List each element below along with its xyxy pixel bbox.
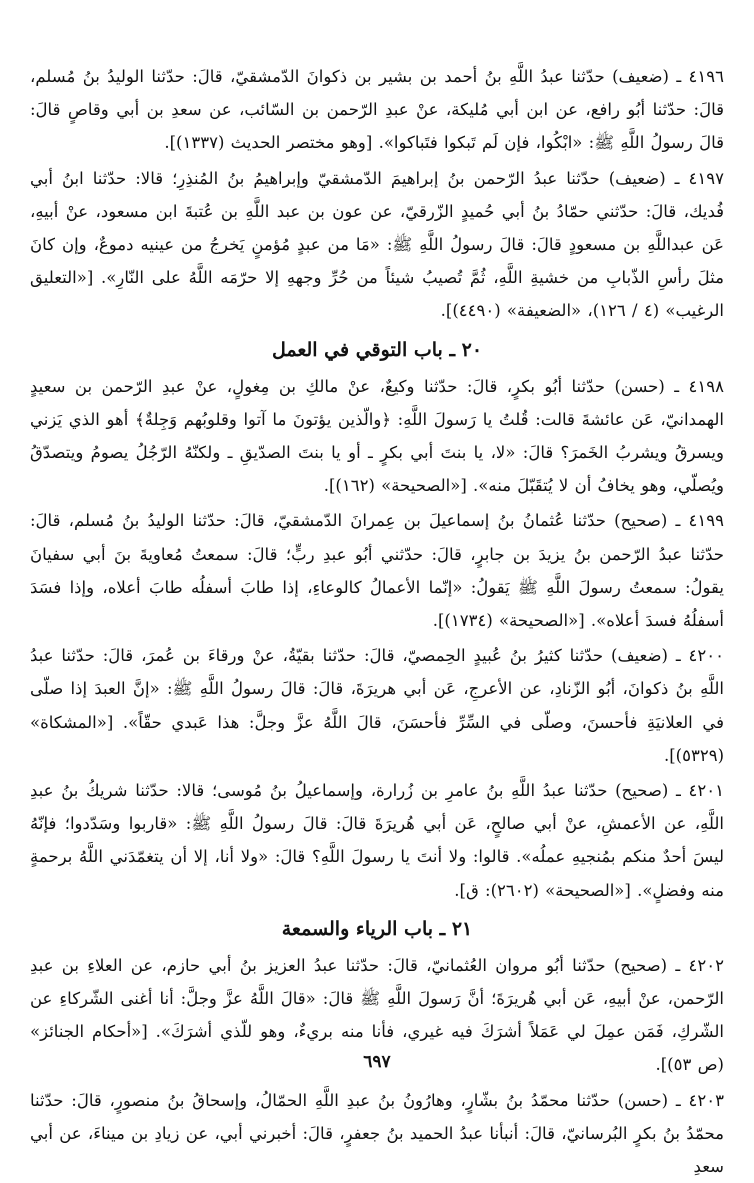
page-number: ٦٩٧ — [363, 1052, 391, 1072]
chapter-heading-20: ٢٠ ـ باب التوقي في العمل — [271, 338, 483, 361]
chapter-heading-21: ٢١ ـ باب الرياء والسمعة — [281, 917, 473, 940]
hadith-4197: ٤١٩٧ ـ (ضعيف) حدّثنا عبدُ الرّحمن بنُ إبراهيمَ الدّمشقيّ وإبراهيمُ بنُ المُنذِرِ؛ قالا: حدّثنا ابنُ أبي فُديك، قالَ: حدّثني حمّادُ بنُ أبي حُميدٍ الزّرقيّ، عن عون بن عبد اللَّهِ بن عُتبةَ ابن مسعود، عنْ أبيهِ، عَن عبداللَّهِ بن مسعودٍ قالَ: قالَ رسولُ اللَّهِ ﷺ: «مَا من عبدٍ مُؤمنٍ يَخرجُ من عينيه دموعٌ، وإن كانَ مثلَ رأسِ الذّبابِ من خشيةِ اللَّهِ، ثُمَّ تُصيبُ شيئاً من حُرِّ وجههِ إلا حرّمَه اللَّهُ على النّارِ». [«التعليق الرغيب» (٤ / ١٢٦)، «الضعيفة» (٤٤٩٠)]. — [30, 168, 724, 321]
hadith-4196: ٤١٩٦ ـ (ضعيف) حدّثنا عبدُ اللَّهِ بنُ أحمد بن بشير بن ذكوانَ الدّمشقيّ، قالَ: حدّثنا الوليدُ بنُ مُسلم، قالَ: حدّثنا أبُو رافع، عن ابن أبي مُليكة، عنْ عبدِ الرّحمن بن السّائب، عن سعدِ بن أبي وقاصٍ قالَ: قالَ رسولُ اللَّهِ ﷺ: «ابْكُوا، فإن لَم تَبكوا فتَباكوا». [وهو مختصر الحديث (١٣٣٧)]. — [30, 67, 724, 153]
hadith-4199: ٤١٩٩ ـ (صحيح) حدّثنا عُثمانُ بنُ إسماعيلَ بن عِمرانَ الدّمشقيّ، قالَ: حدّثنا الوليدُ بنُ مُسلم، قالَ: حدّثنا عبدُ الرّحمن بنُ يزيدَ بن جابرٍ، قالَ: حدّثني أبُو عبدِ ربٍّ؛ قالَ: سمعتُ مُعاويةَ بنَ أبي سفيانَ يقولُ: سمعتُ رسولَ اللَّهِ ﷺ يَقولُ: «إنّما الأعمالُ كالوعاءِ، إذا طابَ أسفلُه طابَ أعلاه، وإذا فسَدَ أسفلُهُ فسدَ أعلاه». [«الصحيحة» (١٧٣٤)]. — [30, 511, 724, 631]
hadith-4202: ٤٢٠٢ ـ (صحيح) حدّثنا أبُو مروان العُثمانيّ، قالَ: حدّثنا عبدُ العزيز بنُ أبي حازم، عن العلاءِ بن عبدِ الرّحمن، عنْ أبيهِ، عَن أبي هُريرَةَ؛ أنَّ رَسولَ اللَّهِ ﷺ قالَ: «قالَ اللَّهُ عزَّ وجلَّ: أنا أغنى الشّركاءِ عن الشّركِ، فَمَن عمِلَ لي عَمَلاً أشرَكَ فيه غيري، فأنا منه بريءٌ، وهو للّذي أشرَكَ». [«أحكام الجنائز» (ص ٥٣)]. — [30, 955, 724, 1075]
hadith-4201: ٤٢٠١ ـ (صحيح) حدّثنا عبدُ اللَّهِ بنُ عامرِ بن زُرارة، وإسماعيلُ بنُ مُوسى؛ قالا: حدّثنا شريكُ بنُ عبدِ اللَّهِ، عن الأعمشِ، عنْ أبي صالحٍ، عَن أبي هُريرَةَ قالَ: قالَ رسولُ اللَّهِ ﷺ: «قاربوا وسَدّدوا؛ فإنّهُ ليسَ أحدٌ منكم بمُنجيهِ عملُه». قالوا: ولا أنتَ يا رسولَ اللَّهِ؟ قالَ: «ولا أنا، إلا أن يتغمّدَني اللَّهُ برحمةٍ منه وفضلٍ». [«الصحيحة» (٢٦٠٢): ق]. — [30, 781, 724, 900]
hadith-4200: ٤٢٠٠ ـ (ضعيف) حدّثنا كثيرُ بنُ عُبيدٍ الحِمصيّ، قالَ: حدّثنا بقيّةُ، عنْ ورقاءَ بن عُمرَ، قالَ: حدّثنا عبدُ اللَّهِ بنُ ذكوانَ، أبُو الزّنادِ، عن الأعرجِ، عَن أبي هريرَةَ، قالَ: قالَ رسولُ اللَّهِ ﷺ: «إنَّ العبدَ إذا صلّى في العلانيَةِ فأحسنَ، وصلّى في السِّرِّ فأحسَنَ، قالَ اللَّهُ عزَّ وجلَّ: هذا عَبدي حقّاً». [«المشكاة» (٥٣٢٩)]. — [30, 646, 724, 765]
hadith-4203: ٤٢٠٣ ـ (حسن) حدّثنا محمّدُ بنُ بشّارٍ، وهارُونُ بنُ عبدِ اللَّهِ الحمّالُ، وإسحاقُ بنُ منصورٍ، قالَ: حدّثنا محمّدُ بنُ بكرٍ البُرسانيّ، قالَ: أنبأنا عبدُ الحميد بنُ جعفرٍ، قالَ: أخبرني أبي، عن زيادِ بن ميناءَ، عن أبي سعدِ — [30, 1090, 724, 1177]
hadith-4198: ٤١٩٨ ـ (حسن) حدّثنا أبُو بكرٍ، قالَ: حدّثنا وكيعٌ، عنْ مالكِ بن مِغولٍ، عنْ عبدِ الرّحمن بن سعيدٍ الهمدانيّ، عَن عائشةَ قالت: قُلتُ يا رَسولَ اللَّهِ: ﴿والّذين يؤتونَ ما آتوا وقلوبُهم وَجِلةٌ﴾ أهو الذي يَزني ويسرقُ ويشربُ الخَمرَ؟ قالَ: «لا، يا بنتَ أبي بكرٍ ـ أو يا بنتَ الصدّيقِ ـ ولكنّهُ الرّجُلُ يصومُ ويتصدّقُ ويُصلّي، وهو يخافُ أن لا يُتقَبّلَ منه». [«الصحيحة» (١٦٢)]. — [30, 376, 724, 496]
